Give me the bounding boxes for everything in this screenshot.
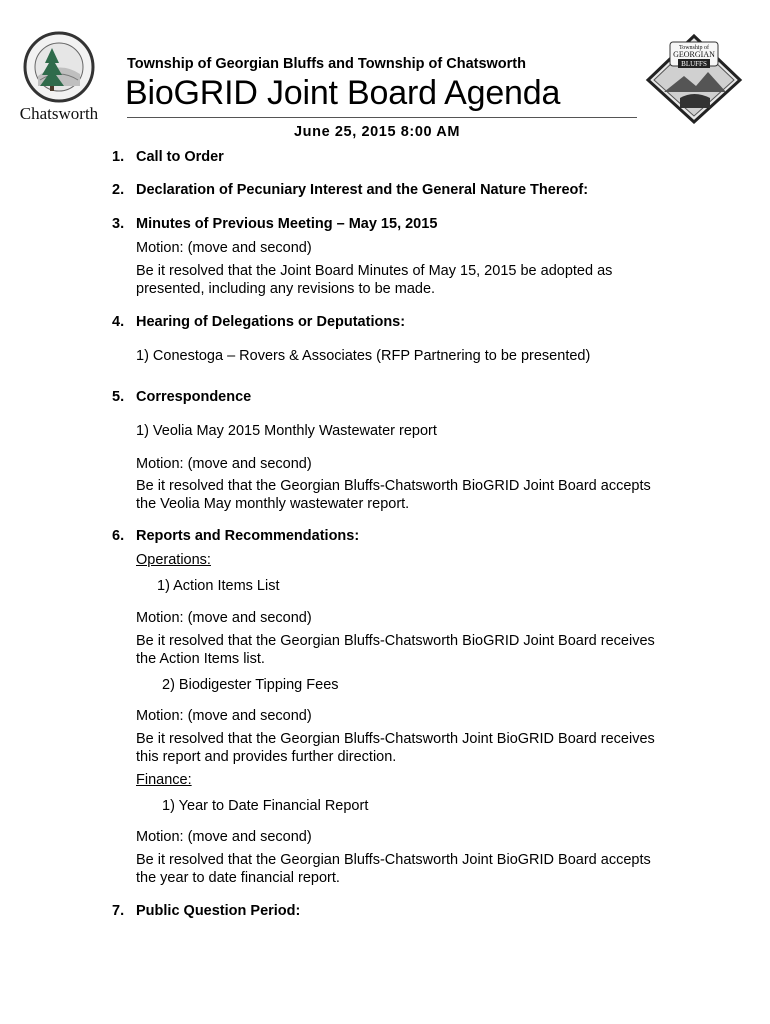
agenda-item-2 — [112, 182, 588, 198]
resolution-text: the Veolia May monthly wastewater report. — [136, 496, 410, 512]
agenda-item-title: Declaration of Pecuniary Interest and the General Nature Thereof: — [136, 182, 589, 198]
resolution-text: Be it resolved that the Georgian Bluffs-Chatsworth Joint BioGRID Board accepts — [136, 852, 651, 868]
motion-text: Motion: (move and second) — [136, 456, 312, 472]
resolution-text: the Action Items list. — [136, 651, 265, 667]
resolution-text: presented, including any revisions to be made. — [136, 281, 436, 297]
motion-text: Motion: (move and second) — [136, 708, 312, 724]
resolution-text: Be it resolved that the Joint Board Minutes of May 15, 2015 be adopted as — [136, 263, 613, 279]
resolution-text: the year to date financial report. — [136, 870, 340, 886]
page-title: BioGRID Joint Board Agenda — [125, 74, 561, 112]
chatsworth-seal-icon — [18, 30, 100, 104]
agenda-item-number: 7. — [112, 903, 125, 919]
agenda-item-number: 6. — [112, 528, 125, 544]
georgian-bluffs-crest-icon — [644, 32, 744, 124]
agenda-item-1 — [112, 149, 224, 165]
report-item: 2) Biodigester Tipping Fees — [162, 677, 339, 693]
agenda-item-title: Reports and Recommendations: — [136, 528, 360, 544]
motion-text: Motion: (move and second) — [136, 610, 312, 626]
agenda-item-number: 4. — [112, 314, 125, 330]
resolution-text: Be it resolved that the Georgian Bluffs-Chatsworth Joint BioGRID Board receives — [136, 731, 655, 747]
agenda-item-number: 3. — [112, 216, 125, 232]
report-item: 1) Year to Date Financial Report — [162, 798, 369, 814]
agenda-item-number: 1. — [112, 149, 125, 165]
agenda-item-3 — [112, 216, 437, 232]
agenda-item-5 — [112, 389, 251, 405]
correspondence-item: 1) Veolia May 2015 Monthly Wastewater report — [136, 423, 437, 439]
agenda-item-number: 5. — [112, 389, 125, 405]
meeting-date: June 25, 2015 8:00 AM — [294, 124, 461, 140]
resolution-text: this report and provides further direction. — [136, 749, 397, 765]
agenda-item-7 — [112, 903, 300, 919]
agenda-item-4 — [112, 314, 405, 330]
finance-label: Finance: — [136, 772, 192, 788]
logo-top-text: Township of — [678, 45, 710, 51]
resolution-text: Be it resolved that the Georgian Bluffs-Chatsworth BioGRID Joint Board receives — [136, 633, 655, 649]
agenda-item-title: Correspondence — [136, 389, 252, 405]
agenda-item-title: Minutes of Previous Meeting – May 15, 2015 — [136, 216, 438, 232]
georgian-bluffs-logo — [644, 32, 744, 124]
agenda-item-title: Hearing of Delegations or Deputations: — [136, 314, 406, 330]
logo-bottom-text: BLUFFS — [681, 60, 707, 68]
agenda-item-title: Call to Order — [136, 149, 224, 165]
resolution-text: Be it resolved that the Georgian Bluffs-Chatsworth BioGRID Joint Board accepts — [136, 478, 651, 494]
agenda-item-number: 2. — [112, 182, 125, 198]
chatsworth-logo — [18, 30, 100, 126]
delegation-item: 1) Conestoga – Rovers & Associates (RFP Partnering to be presented) — [136, 348, 591, 364]
agenda-item-title: Public Question Period: — [136, 903, 301, 919]
title-divider — [127, 117, 637, 118]
chatsworth-logo-text: Chatsworth — [19, 104, 99, 123]
logo-mid-text: GEORGIAN — [673, 50, 715, 59]
header-subtitle: Township of Georgian Bluffs and Township of Chatsworth — [127, 56, 526, 72]
operations-label: Operations: — [136, 552, 211, 568]
motion-text: Motion: (move and second) — [136, 829, 312, 845]
agenda-item-6 — [112, 528, 359, 544]
motion-text: Motion: (move and second) — [136, 240, 312, 256]
report-item: 1) Action Items List — [157, 578, 280, 594]
